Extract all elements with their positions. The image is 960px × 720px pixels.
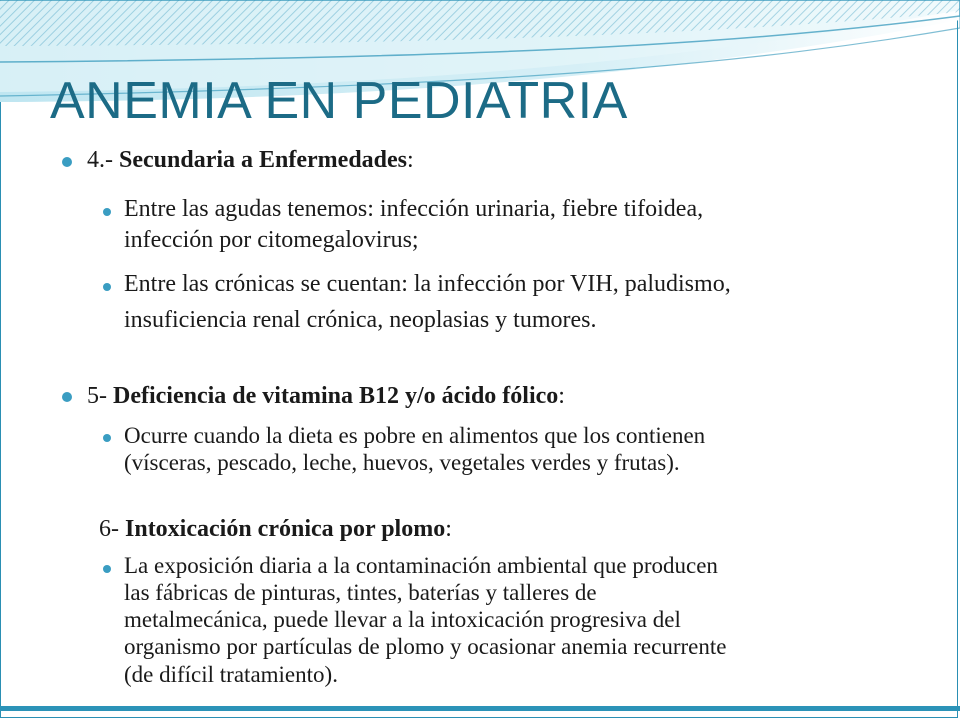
bullet-icon <box>103 565 111 573</box>
section-4-acute-text-cont: infección por citomegalovirus; <box>124 227 419 253</box>
section-6-text-5: (de difícil tratamiento). <box>124 662 338 687</box>
bullet-icon <box>103 283 111 291</box>
section-4-acute-text: Entre las agudas tenemos: infección urinaria, fiebre tifoidea, <box>124 196 704 222</box>
bullet-icon <box>103 208 111 216</box>
section-5-text: Ocurre cuando la dieta es pobre en alimentos que los contienen <box>124 423 706 448</box>
section-6-text-1: La exposición diaria a la contaminación ambiental que producen <box>124 553 718 578</box>
section-6-heading: 6- Intoxicación crónica por plomo: <box>99 516 452 542</box>
section-5-text-cont: (vísceras, pescado, leche, huevos, vegetales verdes y frutas). <box>124 450 680 475</box>
bullet-icon <box>62 157 72 167</box>
section-4-chronic-text-cont: insuficiencia renal crónica, neoplasias y tumores. <box>124 307 597 333</box>
section-4-chronic-text: Entre las crónicas se cuentan: la infección por VIH, paludismo, <box>124 271 731 297</box>
bullet-icon <box>103 434 111 442</box>
section-6-text-3: metalmecánica, puede llevar a la intoxicación progresiva del <box>124 607 681 632</box>
section-4-heading: 4.- Secundaria a Enfermedades: <box>87 147 414 173</box>
section-6-text-4: organismo por partículas de plomo y ocasionar anemia recurrente <box>124 634 727 659</box>
slide-title: ANEMIA EN PEDIATRIA <box>50 72 628 130</box>
section-6-text-2: las fábricas de pinturas, tintes, baterías y talleres de <box>124 580 597 605</box>
bullet-icon <box>62 392 72 402</box>
section-5-heading: 5- Deficiencia de vitamina B12 y/o ácido fólico: <box>87 383 565 409</box>
